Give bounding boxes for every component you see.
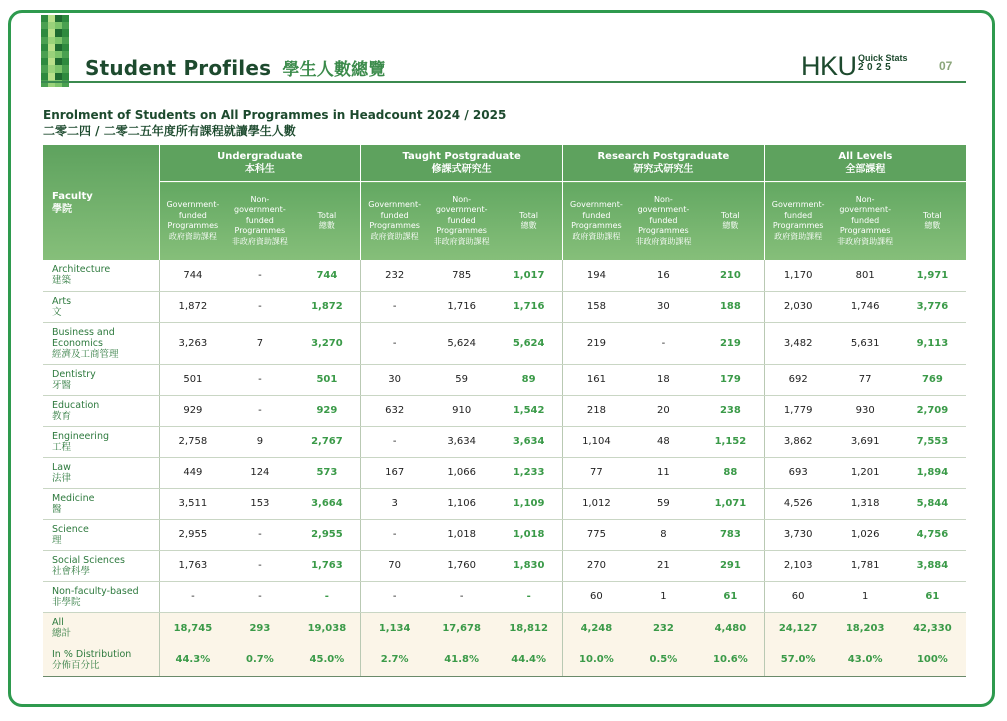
total-value-cell: 45.0% xyxy=(294,644,361,676)
sub-header-row xyxy=(43,182,966,261)
value-cell: 30 xyxy=(630,291,697,322)
faculty-name-en: Business and Economics xyxy=(52,326,115,349)
total-value-cell: 929 xyxy=(294,395,361,426)
value-cell: 10.0% xyxy=(563,644,630,676)
table-row xyxy=(43,550,966,581)
faculty-name-cell xyxy=(43,457,159,488)
sub-header-en: Non-government-funded Programmes xyxy=(234,194,286,236)
sub-header-cell xyxy=(832,182,899,261)
sub-header-en: Non-government-funded Programmes xyxy=(839,194,891,236)
group-header-en: Undergraduate xyxy=(217,151,303,162)
faculty-name-cell xyxy=(43,581,159,612)
value-cell: 1,872 xyxy=(159,291,226,322)
value-cell: 153 xyxy=(226,488,293,519)
value-cell: 1,026 xyxy=(832,519,899,550)
value-cell: - xyxy=(226,581,293,612)
total-value-cell: 9,113 xyxy=(899,322,966,364)
faculty-name-zh: 法律 xyxy=(52,472,72,484)
value-cell: 21 xyxy=(630,550,697,581)
group-header-zh: 研究式研究生 xyxy=(633,164,694,175)
sub-header-cell xyxy=(697,182,764,261)
sub-header-zh: 總數 xyxy=(924,221,941,230)
total-value-cell: 44.4% xyxy=(495,644,562,676)
faculty-header-en: Faculty xyxy=(52,190,93,202)
total-value-cell: 1,763 xyxy=(294,550,361,581)
faculty-name-cell xyxy=(43,364,159,395)
value-cell: 232 xyxy=(361,260,428,291)
value-cell: - xyxy=(361,426,428,457)
value-cell: 59 xyxy=(630,488,697,519)
group-header-en: Taught Postgraduate xyxy=(402,151,521,162)
value-cell: 1,746 xyxy=(832,291,899,322)
value-cell: 124 xyxy=(226,457,293,488)
total-value-cell: 744 xyxy=(294,260,361,291)
table-row xyxy=(43,457,966,488)
total-value-cell: 42,330 xyxy=(899,612,966,644)
faculty-name-cell xyxy=(43,395,159,426)
total-value-cell: 3,776 xyxy=(899,291,966,322)
table-row xyxy=(43,291,966,322)
value-cell: 1,134 xyxy=(361,612,428,644)
value-cell: 30 xyxy=(361,364,428,395)
faculty-name-zh: 文 xyxy=(52,306,62,318)
value-cell: 3,263 xyxy=(159,322,226,364)
group-header-zh: 全部課程 xyxy=(845,164,886,175)
value-cell: 24,127 xyxy=(764,612,831,644)
value-cell: 1,106 xyxy=(428,488,495,519)
faculty-name-zh: 總計 xyxy=(52,628,72,640)
value-cell: 693 xyxy=(764,457,831,488)
total-value-cell: 2,767 xyxy=(294,426,361,457)
total-value-cell: 291 xyxy=(697,550,764,581)
faculty-name-en: Education xyxy=(52,399,100,411)
total-value-cell: 1,071 xyxy=(697,488,764,519)
group-header-all-levels xyxy=(764,145,966,182)
faculty-name-en: Medicine xyxy=(52,492,95,504)
value-cell: 3,691 xyxy=(832,426,899,457)
value-cell: - xyxy=(226,550,293,581)
value-cell: - xyxy=(428,581,495,612)
total-value-cell: 2,709 xyxy=(899,395,966,426)
sub-header-zh: 非政府資助課程 xyxy=(837,236,894,246)
value-cell: 158 xyxy=(563,291,630,322)
quick-stats-year: 2025 xyxy=(858,62,895,73)
faculty-name-en: All xyxy=(52,617,64,629)
value-cell: 77 xyxy=(832,364,899,395)
sub-header-cell xyxy=(563,182,630,261)
value-cell: 59 xyxy=(428,364,495,395)
total-value-cell: 238 xyxy=(697,395,764,426)
total-value-cell: 179 xyxy=(697,364,764,395)
page-title xyxy=(85,55,386,80)
value-cell: 232 xyxy=(630,612,697,644)
value-cell: 1,066 xyxy=(428,457,495,488)
value-cell: - xyxy=(159,581,226,612)
total-value-cell: 3,664 xyxy=(294,488,361,519)
value-cell: 48 xyxy=(630,426,697,457)
sub-header-zh: 非政府資助課程 xyxy=(231,236,288,246)
total-value-cell: 5,844 xyxy=(899,488,966,519)
faculty-name-zh: 非學院 xyxy=(52,596,81,608)
value-cell: 449 xyxy=(159,457,226,488)
faculty-name-en: In % Distribution xyxy=(52,648,132,660)
value-cell: 3,634 xyxy=(428,426,495,457)
value-cell: 3,511 xyxy=(159,488,226,519)
value-cell: 5,624 xyxy=(428,322,495,364)
value-cell: 692 xyxy=(764,364,831,395)
sub-header-cell xyxy=(428,182,495,261)
value-cell: 5,631 xyxy=(832,322,899,364)
total-value-cell: 573 xyxy=(294,457,361,488)
value-cell: 43.0% xyxy=(832,644,899,676)
value-cell: 785 xyxy=(428,260,495,291)
table-row xyxy=(43,322,966,364)
sub-header-en: Total xyxy=(317,210,337,220)
faculty-header-zh: 學院 xyxy=(52,203,72,215)
faculty-name-en: Engineering xyxy=(52,430,109,442)
total-value-cell: 10.6% xyxy=(697,644,764,676)
faculty-name-en: Non-faculty-based xyxy=(52,585,139,597)
total-value-cell: 1,018 xyxy=(495,519,562,550)
faculty-name-zh: 醫 xyxy=(52,503,62,515)
total-value-cell: 18,812 xyxy=(495,612,562,644)
group-header-taught-postgraduate xyxy=(361,145,563,182)
faculty-name-zh: 經濟及工商管理 xyxy=(52,348,119,360)
value-cell: - xyxy=(361,519,428,550)
header-divider xyxy=(41,81,966,83)
total-value-cell: 188 xyxy=(697,291,764,322)
faculty-name-zh: 建築 xyxy=(52,275,72,287)
value-cell: 161 xyxy=(563,364,630,395)
hku-pattern-logo xyxy=(41,15,69,87)
total-value-cell: 1,830 xyxy=(495,550,562,581)
sub-header-zh: 非政府資助課程 xyxy=(433,236,490,246)
summary-row xyxy=(43,612,966,644)
total-value-cell: 61 xyxy=(899,581,966,612)
summary-row xyxy=(43,644,966,676)
total-value-cell: 1,716 xyxy=(495,291,562,322)
sub-header-en: Government-funded Programmes xyxy=(771,200,825,230)
value-cell: 9 xyxy=(226,426,293,457)
faculty-name-zh: 教育 xyxy=(52,410,72,422)
table-caption-en: Enrolment of Students on All Programmes in Headcount 2024 / 2025 xyxy=(43,108,507,122)
faculty-name-cell xyxy=(43,260,159,291)
group-header-undergraduate xyxy=(159,145,361,182)
value-cell: 70 xyxy=(361,550,428,581)
value-cell: - xyxy=(226,291,293,322)
value-cell: 1,201 xyxy=(832,457,899,488)
group-header-en: Research Postgraduate xyxy=(597,151,730,162)
faculty-name-en: Arts xyxy=(52,295,72,307)
total-value-cell: - xyxy=(294,581,361,612)
value-cell: 293 xyxy=(226,612,293,644)
faculty-name-cell xyxy=(43,322,159,364)
value-cell: 2,030 xyxy=(764,291,831,322)
sub-header-cell xyxy=(294,182,361,261)
value-cell: 1,318 xyxy=(832,488,899,519)
total-value-cell: 210 xyxy=(697,260,764,291)
sub-header-en: Total xyxy=(721,210,740,220)
value-cell: - xyxy=(226,364,293,395)
sub-header-cell xyxy=(495,182,562,261)
table-row xyxy=(43,426,966,457)
value-cell: 44.3% xyxy=(159,644,226,676)
value-cell: 801 xyxy=(832,260,899,291)
sub-header-cell xyxy=(899,182,966,261)
page-number: 07 xyxy=(939,59,953,73)
value-cell: 929 xyxy=(159,395,226,426)
faculty-name-cell xyxy=(43,426,159,457)
faculty-name-cell xyxy=(43,612,159,644)
value-cell: 632 xyxy=(361,395,428,426)
sub-header-zh: 政府資助課程 xyxy=(168,231,217,241)
group-header-row xyxy=(43,145,966,182)
value-cell: 17,678 xyxy=(428,612,495,644)
value-cell: 0.5% xyxy=(630,644,697,676)
total-value-cell: 2,955 xyxy=(294,519,361,550)
value-cell: 219 xyxy=(563,322,630,364)
value-cell: 1,763 xyxy=(159,550,226,581)
total-value-cell: 501 xyxy=(294,364,361,395)
table-row xyxy=(43,395,966,426)
sub-header-zh: 非政府資助課程 xyxy=(635,236,692,246)
sub-header-zh: 總數 xyxy=(318,221,335,230)
value-cell: 218 xyxy=(563,395,630,426)
value-cell: 1,012 xyxy=(563,488,630,519)
page-title-en: Student Profiles xyxy=(85,56,272,80)
value-cell: 1 xyxy=(630,581,697,612)
table-row xyxy=(43,260,966,291)
sub-header-cell xyxy=(361,182,428,261)
value-cell: 1,716 xyxy=(428,291,495,322)
value-cell: 7 xyxy=(226,322,293,364)
sub-header-en: Government-funded Programmes xyxy=(570,200,623,230)
total-value-cell: 4,480 xyxy=(697,612,764,644)
value-cell: 3,482 xyxy=(764,322,831,364)
faculty-name-en: Dentistry xyxy=(52,368,96,380)
total-value-cell: 1,542 xyxy=(495,395,562,426)
value-cell: - xyxy=(226,395,293,426)
total-value-cell: 19,038 xyxy=(294,612,361,644)
table-row xyxy=(43,488,966,519)
value-cell: 194 xyxy=(563,260,630,291)
value-cell: 20 xyxy=(630,395,697,426)
faculty-name-en: Law xyxy=(52,461,71,473)
value-cell: 1,170 xyxy=(764,260,831,291)
total-value-cell: 1,152 xyxy=(697,426,764,457)
value-cell: - xyxy=(226,519,293,550)
faculty-column-header xyxy=(43,145,159,260)
value-cell: 0.7% xyxy=(226,644,293,676)
faculty-name-en: Architecture xyxy=(52,264,111,276)
value-cell: 60 xyxy=(764,581,831,612)
quick-stats-label: Quick Stats xyxy=(858,53,908,63)
group-header-zh: 修課式研究生 xyxy=(431,164,492,175)
total-value-cell: 88 xyxy=(697,457,764,488)
value-cell: 167 xyxy=(361,457,428,488)
sub-header-cell xyxy=(764,182,831,261)
total-value-cell: 1,233 xyxy=(495,457,562,488)
value-cell: 3,862 xyxy=(764,426,831,457)
total-value-cell: 1,017 xyxy=(495,260,562,291)
total-value-cell: 5,624 xyxy=(495,322,562,364)
total-value-cell: - xyxy=(495,581,562,612)
page-frame xyxy=(8,10,995,707)
faculty-name-cell xyxy=(43,550,159,581)
total-value-cell: 4,756 xyxy=(899,519,966,550)
value-cell: - xyxy=(630,322,697,364)
value-cell: - xyxy=(361,581,428,612)
value-cell: 18,203 xyxy=(832,612,899,644)
total-value-cell: 89 xyxy=(495,364,562,395)
faculty-name-cell xyxy=(43,488,159,519)
value-cell: 2,103 xyxy=(764,550,831,581)
quick-stats-badge xyxy=(858,53,908,73)
sub-header-cell xyxy=(630,182,697,261)
value-cell: 775 xyxy=(563,519,630,550)
total-value-cell: 61 xyxy=(697,581,764,612)
total-value-cell: 1,872 xyxy=(294,291,361,322)
sub-header-zh: 政府資助課程 xyxy=(370,231,419,241)
total-value-cell: 3,634 xyxy=(495,426,562,457)
hku-logo-text: HKU xyxy=(801,51,857,81)
value-cell: 910 xyxy=(428,395,495,426)
value-cell: 744 xyxy=(159,260,226,291)
value-cell: 18,745 xyxy=(159,612,226,644)
sub-header-en: Total xyxy=(519,210,538,220)
faculty-name-zh: 理 xyxy=(52,534,62,546)
table-row xyxy=(43,581,966,612)
faculty-name-en: Science xyxy=(52,523,89,535)
sub-header-cell xyxy=(159,182,226,261)
total-value-cell: 1,971 xyxy=(899,260,966,291)
value-cell: 8 xyxy=(630,519,697,550)
value-cell: - xyxy=(361,322,428,364)
value-cell: 2,955 xyxy=(159,519,226,550)
value-cell: 3 xyxy=(361,488,428,519)
total-value-cell: 3,270 xyxy=(294,322,361,364)
faculty-name-zh: 社會科學 xyxy=(52,565,91,577)
sub-header-en: Government-funded Programmes xyxy=(368,200,422,230)
group-header-zh: 本科生 xyxy=(244,164,275,175)
total-value-cell: 783 xyxy=(697,519,764,550)
total-value-cell: 100% xyxy=(899,644,966,676)
table-row xyxy=(43,519,966,550)
value-cell: - xyxy=(361,291,428,322)
total-value-cell: 219 xyxy=(697,322,764,364)
faculty-name-cell xyxy=(43,519,159,550)
value-cell: 1 xyxy=(832,581,899,612)
value-cell: 1,779 xyxy=(764,395,831,426)
total-value-cell: 1,894 xyxy=(899,457,966,488)
value-cell: 18 xyxy=(630,364,697,395)
value-cell: 60 xyxy=(563,581,630,612)
value-cell: 1,760 xyxy=(428,550,495,581)
faculty-name-cell xyxy=(43,291,159,322)
value-cell: - xyxy=(226,260,293,291)
value-cell: 930 xyxy=(832,395,899,426)
value-cell: 501 xyxy=(159,364,226,395)
value-cell: 1,104 xyxy=(563,426,630,457)
faculty-name-zh: 分佈百分比 xyxy=(52,659,100,671)
value-cell: 16 xyxy=(630,260,697,291)
sub-header-zh: 政府資助課程 xyxy=(774,231,823,241)
value-cell: 4,248 xyxy=(563,612,630,644)
sub-header-en: Government-funded Programmes xyxy=(166,200,220,230)
total-value-cell: 769 xyxy=(899,364,966,395)
faculty-name-zh: 牙醫 xyxy=(52,379,72,391)
sub-header-en: Non-government-funded Programmes xyxy=(435,194,488,236)
table-body xyxy=(43,260,966,676)
faculty-name-zh: 工程 xyxy=(52,441,72,453)
value-cell: 57.0% xyxy=(764,644,831,676)
table-caption xyxy=(43,107,506,139)
enrolment-table xyxy=(43,145,966,677)
value-cell: 2.7% xyxy=(361,644,428,676)
total-value-cell: 7,553 xyxy=(899,426,966,457)
total-value-cell: 3,884 xyxy=(899,550,966,581)
page-title-zh: 學生人數總覽 xyxy=(282,60,386,80)
group-header-research-postgraduate xyxy=(563,145,765,182)
sub-header-zh: 總數 xyxy=(520,221,537,230)
group-header-en: All Levels xyxy=(838,151,893,162)
sub-header-en: Non-government-funded Programmes xyxy=(637,194,690,236)
value-cell: 2,758 xyxy=(159,426,226,457)
value-cell: 1,781 xyxy=(832,550,899,581)
value-cell: 1,018 xyxy=(428,519,495,550)
sub-header-en: Total xyxy=(923,210,942,220)
sub-header-zh: 總數 xyxy=(722,221,739,230)
table-caption-zh: 二零二四 / 二零二五年度所有課程就讀學生人數 xyxy=(43,124,296,138)
sub-header-zh: 政府資助課程 xyxy=(572,231,621,241)
value-cell: 3,730 xyxy=(764,519,831,550)
value-cell: 77 xyxy=(563,457,630,488)
total-value-cell: 1,109 xyxy=(495,488,562,519)
value-cell: 41.8% xyxy=(428,644,495,676)
sub-header-cell xyxy=(226,182,293,261)
table-row xyxy=(43,364,966,395)
value-cell: 11 xyxy=(630,457,697,488)
faculty-name-cell xyxy=(43,644,159,676)
value-cell: 4,526 xyxy=(764,488,831,519)
faculty-name-en: Social Sciences xyxy=(52,554,125,566)
value-cell: 270 xyxy=(563,550,630,581)
